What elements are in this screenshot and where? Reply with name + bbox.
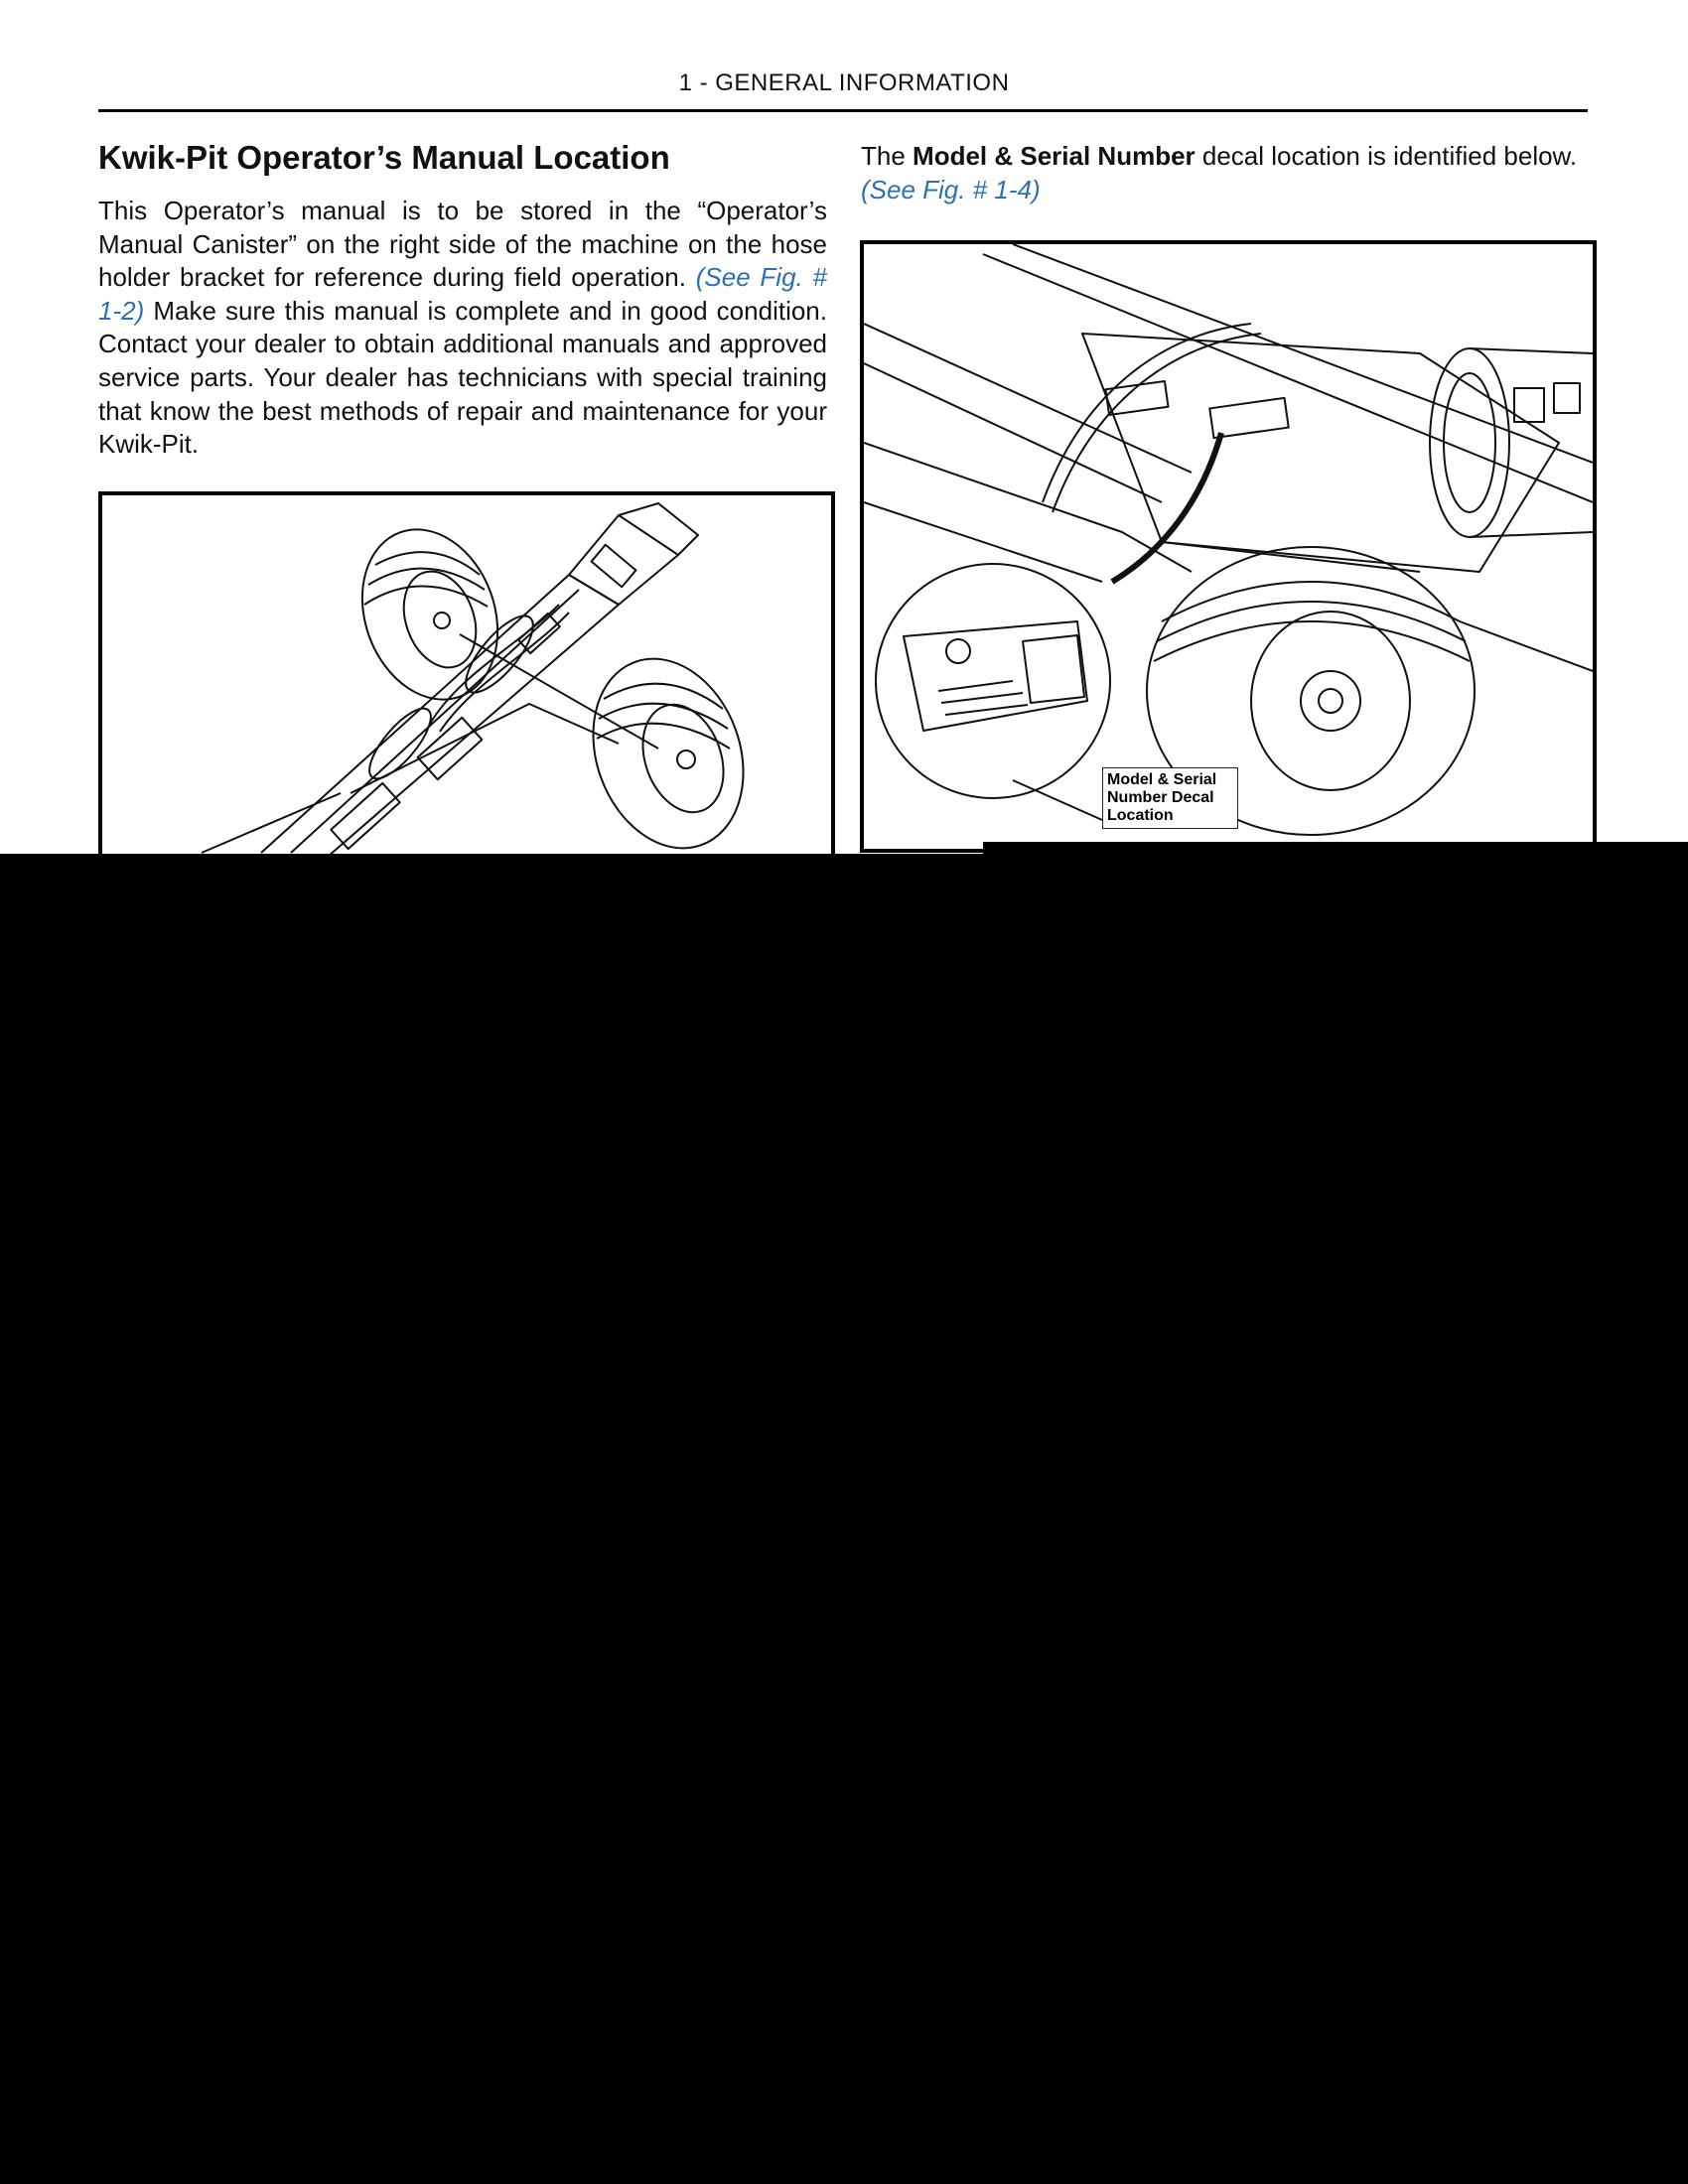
serial-number-paragraph [861,140,1589,206]
figure-reference-link[interactable]: (See Fig. # 1-2) [98,262,827,326]
paragraph-text-pre: The [861,141,914,171]
section-heading: Kwik-Pit Operator’s Manual Location [98,139,670,176]
redaction-block [0,854,1688,2184]
paragraph-text-post: decal location is identified below. [1195,141,1578,171]
paragraph-text-1: This Operator’s manual is to be stored in the “Operator’s Manual Canister” on the right side of the machine on the hose holder bracket for reference during field operation. [98,196,827,293]
serial-decal-illustration-icon [864,244,1593,849]
redaction-strip [983,842,1688,858]
header-rule [98,109,1588,112]
serial-decal-figure [860,240,1597,853]
kwik-pit-machine-illustration-icon [102,495,831,863]
paragraph-text-bold: Model & Serial Number [913,141,1196,171]
section-header: 1 - GENERAL INFORMATION [678,69,1010,96]
decal-location-callout: Model & Serial Number Decal Location [1102,767,1238,829]
manual-location-paragraph [98,195,827,462]
paragraph-text-2: Make sure this manual is complete and in good condition. Contact your dealer to obtain additional manuals and approved service parts. Your dealer has technicians with special training that know the best methods of repair and maintenance for your Kwik-Pit. [98,295,827,460]
machine-figure [98,491,835,867]
figure-reference-link[interactable]: (See Fig. # 1-4) [861,174,1041,205]
